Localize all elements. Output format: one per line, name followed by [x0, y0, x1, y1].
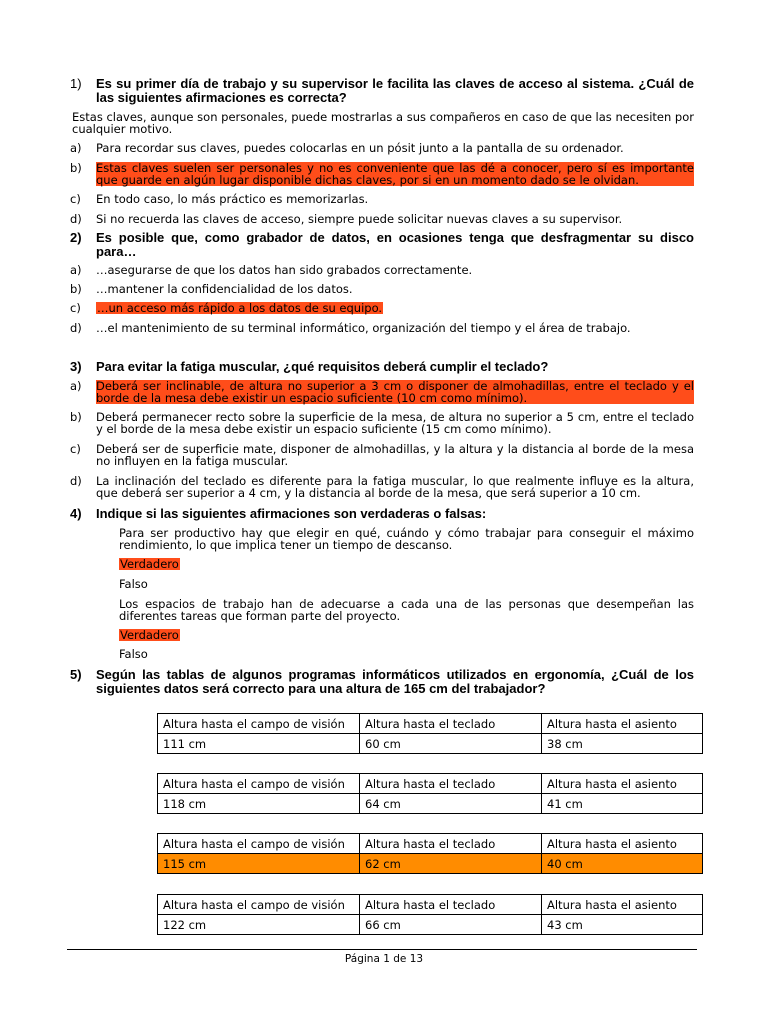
question-number: 1)	[70, 76, 82, 91]
answer-highlight: …un acceso más rápido a los datos de su equipo.	[97, 301, 383, 315]
question-number: 2)	[70, 230, 82, 245]
option-table-1	[157, 713, 703, 754]
statement-2-false: Falso	[119, 647, 148, 661]
option-2c: c) …un acceso más rápido a los datos de su equipo.	[70, 301, 383, 315]
table-header-row: Altura hasta el campo de visión Altura hasta el teclado Altura hasta el asiento	[158, 834, 703, 854]
question-2	[70, 230, 694, 259]
option-table-4	[157, 894, 703, 935]
question-text: Es su primer día de trabajo y su supervisor le facilita las claves de acceso al sistema. ¿Cuál de las siguientes afirmaciones es correcta?	[96, 76, 694, 105]
option-2d: d) …el mantenimiento de su terminal informático, organización del tiempo y el área de trabajo.	[70, 321, 631, 335]
option-3d: d) La inclinación del teclado es diferente para la fatiga muscular, lo que realmente influye es la altura, que deberá ser superior a 4 cm, y la distancia al borde de la mesa, que será superior a 10 cm.	[70, 474, 694, 500]
option-3a: a) Deberá ser inclinable, de altura no superior a 3 cm o disponer de almohadillas, entre el teclado y el borde de la mesa debe existir un espacio suficiente (10 cm como mínimo).	[70, 379, 694, 405]
table-row-selected: 115 cm 62 cm 40 cm	[158, 854, 703, 874]
question-5	[70, 667, 694, 696]
table-row: 118 cm 64 cm 41 cm	[158, 794, 703, 814]
question-text: Es posible que, como grabador de datos, en ocasiones tenga que desfragmentar su disco para…	[96, 230, 694, 259]
question-number: 4)	[70, 506, 82, 521]
statement-2-true: Verdadero	[120, 628, 179, 642]
question-3	[70, 359, 694, 374]
option-3c: c) Deberá ser de superficie mate, disponer de almohadillas, y la altura y la distancia al borde de la mesa no influyen en la fatiga muscular.	[70, 442, 694, 468]
answer-highlight: Deberá ser inclinable, de altura no superior a 3 cm o disponer de almohadillas, entre el teclado y el borde de la mesa debe existir un espacio suficiente (10 cm como mínimo).	[96, 379, 694, 405]
option-table-2	[157, 773, 703, 814]
option-3b: b) Deberá permanecer recto sobre la superficie de la mesa, de altura no superior a 5 cm, entre el teclado y el borde de la mesa debe existir un espacio suficiente (15 cm como mínimo).	[70, 410, 694, 436]
question-number: 3)	[70, 359, 82, 374]
option-1d: d) Si no recuerda las claves de acceso, siempre puede solicitar nuevas claves a su supervisor.	[70, 212, 623, 226]
option-2a: a) …asegurarse de que los datos han sido grabados correctamente.	[70, 263, 473, 277]
question-text: Indique si las siguientes afirmaciones son verdaderas o falsas:	[96, 506, 487, 521]
answer-highlight: Estas claves suelen ser personales y no es conveniente que las dé a conocer, pero sí es importante que guarde en algún lugar disponible dichas claves, por si en un momento dado se le olvidan.	[96, 161, 694, 187]
footer-divider	[67, 949, 697, 950]
question-1-intro: Estas claves, aunque son personales, puede mostrarlas a sus compañeros en caso de que las necesiten por cualquier motivo.	[72, 110, 694, 136]
table-header-row: Altura hasta el campo de visión Altura hasta el teclado Altura hasta el asiento	[158, 714, 703, 734]
option-1a: a) Para recordar sus claves, puedes colocarlas en un pósit junto a la pantalla de su ordenador.	[70, 141, 624, 155]
table-row: 111 cm 60 cm 38 cm	[158, 734, 703, 754]
table-row: 122 cm 66 cm 43 cm	[158, 915, 703, 935]
option-2b: b) …mantener la confidencialidad de los datos.	[70, 282, 353, 296]
table-header-row: Altura hasta el campo de visión Altura hasta el teclado Altura hasta el asiento	[158, 774, 703, 794]
option-1c: c) En todo caso, lo más práctico es memorizarlas.	[70, 192, 369, 206]
question-text: Según las tablas de algunos programas informáticos utilizados en ergonomía, ¿Cuál de los siguientes datos será correcto para una altura de 165 cm del trabajador?	[96, 667, 694, 696]
statement-2: Los espacios de trabajo han de adecuarse a cada una de las personas que desempeñan las diferentes tareas que forman parte del proyecto.	[119, 597, 694, 623]
statement-1-true: Verdadero	[120, 557, 179, 571]
question-1	[70, 76, 694, 105]
option-1b: b) Estas claves suelen ser personales y no es conveniente que las dé a conocer, pero sí es importante que guarde en algún lugar disponible dichas claves, por si en un momento dado se le olvidan.	[70, 161, 694, 187]
question-number: 5)	[70, 667, 82, 682]
page-number: Página 1 de 13	[344, 953, 424, 965]
option-table-3	[157, 833, 703, 874]
statement-1-false: Falso	[119, 577, 148, 591]
question-4	[70, 506, 694, 521]
table-header-row: Altura hasta el campo de visión Altura hasta el teclado Altura hasta el asiento	[158, 895, 703, 915]
question-text: Para evitar la fatiga muscular, ¿qué requisitos deberá cumplir el teclado?	[96, 359, 549, 374]
statement-1: Para ser productivo hay que elegir en qué, cuándo y cómo trabajar para conseguir el máximo rendimiento, lo que implica tener un tiempo de descanso.	[119, 526, 694, 552]
